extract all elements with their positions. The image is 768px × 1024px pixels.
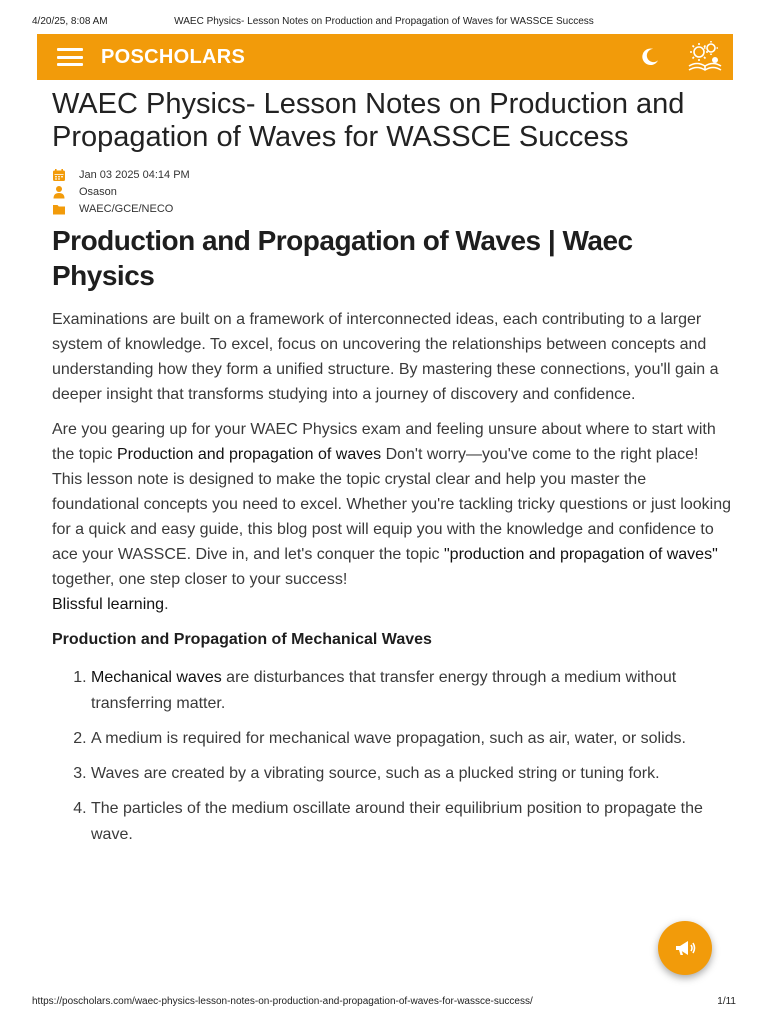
calendar-icon — [52, 168, 66, 182]
article-content — [52, 88, 732, 857]
post-author[interactable]: Osason — [79, 185, 117, 198]
article-heading: Production and Propagation of Waves | Waec Physics — [52, 225, 633, 291]
page-url: https://poscholars.com/waec-physics-lesson-notes-on-production-and-propagation-of-waves-for-wassce-success/ — [32, 996, 533, 1007]
gear-book-logo-icon[interactable] — [685, 39, 725, 75]
paragraph-text: together, one step closer to your success! — [52, 571, 348, 588]
print-doc-title: WAEC Physics- Lesson Notes on Production and Propagation of Waves for WASSCE Success — [174, 16, 594, 27]
post-category[interactable]: WAEC/GCE/NECO — [79, 202, 174, 215]
item-text: Waves are created by a vibrating source, such as a plucked string or tuning fork. — [91, 765, 660, 782]
print-footer — [32, 996, 736, 1010]
item-text: A medium is required for mechanical wave propagation, such as air, water, or solids. — [91, 730, 686, 747]
meta-author-row — [52, 183, 732, 200]
topic-text: Production and propagation of waves — [116, 446, 382, 463]
closing-period: . — [164, 596, 169, 613]
hamburger-menu-icon[interactable] — [57, 48, 83, 66]
motivation-paragraph — [52, 417, 732, 617]
list-item — [91, 665, 732, 717]
meta-category-row — [52, 200, 732, 217]
page-number: 1/11 — [717, 996, 736, 1007]
item-text: are disturbances that transfer energy through a medium without transferring matter. — [91, 669, 677, 712]
post-title: WAEC Physics- Lesson Notes on Production and Propagation of Waves for WASSCE Success — [52, 88, 685, 153]
intro-paragraph: Examinations are built on a framework of interconnected ideas, each contributing to a larger system of knowledge. To excel, focus on uncovering the relationships between concepts and understanding how they form a unified structure. By mastering these connections, you'll gain a deeper insight that transforms studying into a journey of discovery and confidence. — [52, 311, 719, 403]
list-item — [91, 796, 732, 848]
folder-icon — [52, 202, 66, 216]
paragraph-text: Don't worry—you've come to the right place! This lesson note is designed to make the topic crystal clear and help you master the foundational concepts you need to excel. Whether you're tackling tricky questions or just looking for a quick and easy guide, this blog post will equip you with the knowledge and confidence to ace your WASSCE. Dive in, and let's conquer the topic — [52, 446, 731, 563]
closing-text: Blissful learning — [52, 596, 165, 613]
list-item — [91, 726, 732, 752]
paragraph-text: Are you gearing up for your WAEC Physics exam and feeling unsure about where to start with the topic — [52, 421, 716, 463]
post-meta — [52, 166, 732, 217]
wave-points-list — [52, 665, 732, 848]
announcement-button[interactable] — [658, 921, 712, 975]
user-icon — [52, 185, 66, 199]
quoted-topic-text: "production and propagation of waves" — [443, 546, 718, 563]
meta-date-row — [52, 166, 732, 183]
megaphone-icon — [673, 936, 697, 960]
brand-link[interactable]: POSCHOLARS — [101, 46, 246, 68]
item-text: The particles of the medium oscillate around their equilibrium position to propagate the wave. — [91, 800, 703, 843]
print-header — [32, 16, 736, 30]
moon-icon[interactable] — [639, 46, 661, 68]
post-date: Jan 03 2025 04:14 PM — [79, 168, 190, 181]
term-text: Mechanical waves — [91, 669, 222, 686]
print-date: 4/20/25, 8:08 AM — [32, 16, 108, 27]
list-item — [91, 761, 732, 787]
top-navbar — [37, 34, 733, 80]
section-heading: Production and Propagation of Mechanical Waves — [52, 631, 432, 648]
